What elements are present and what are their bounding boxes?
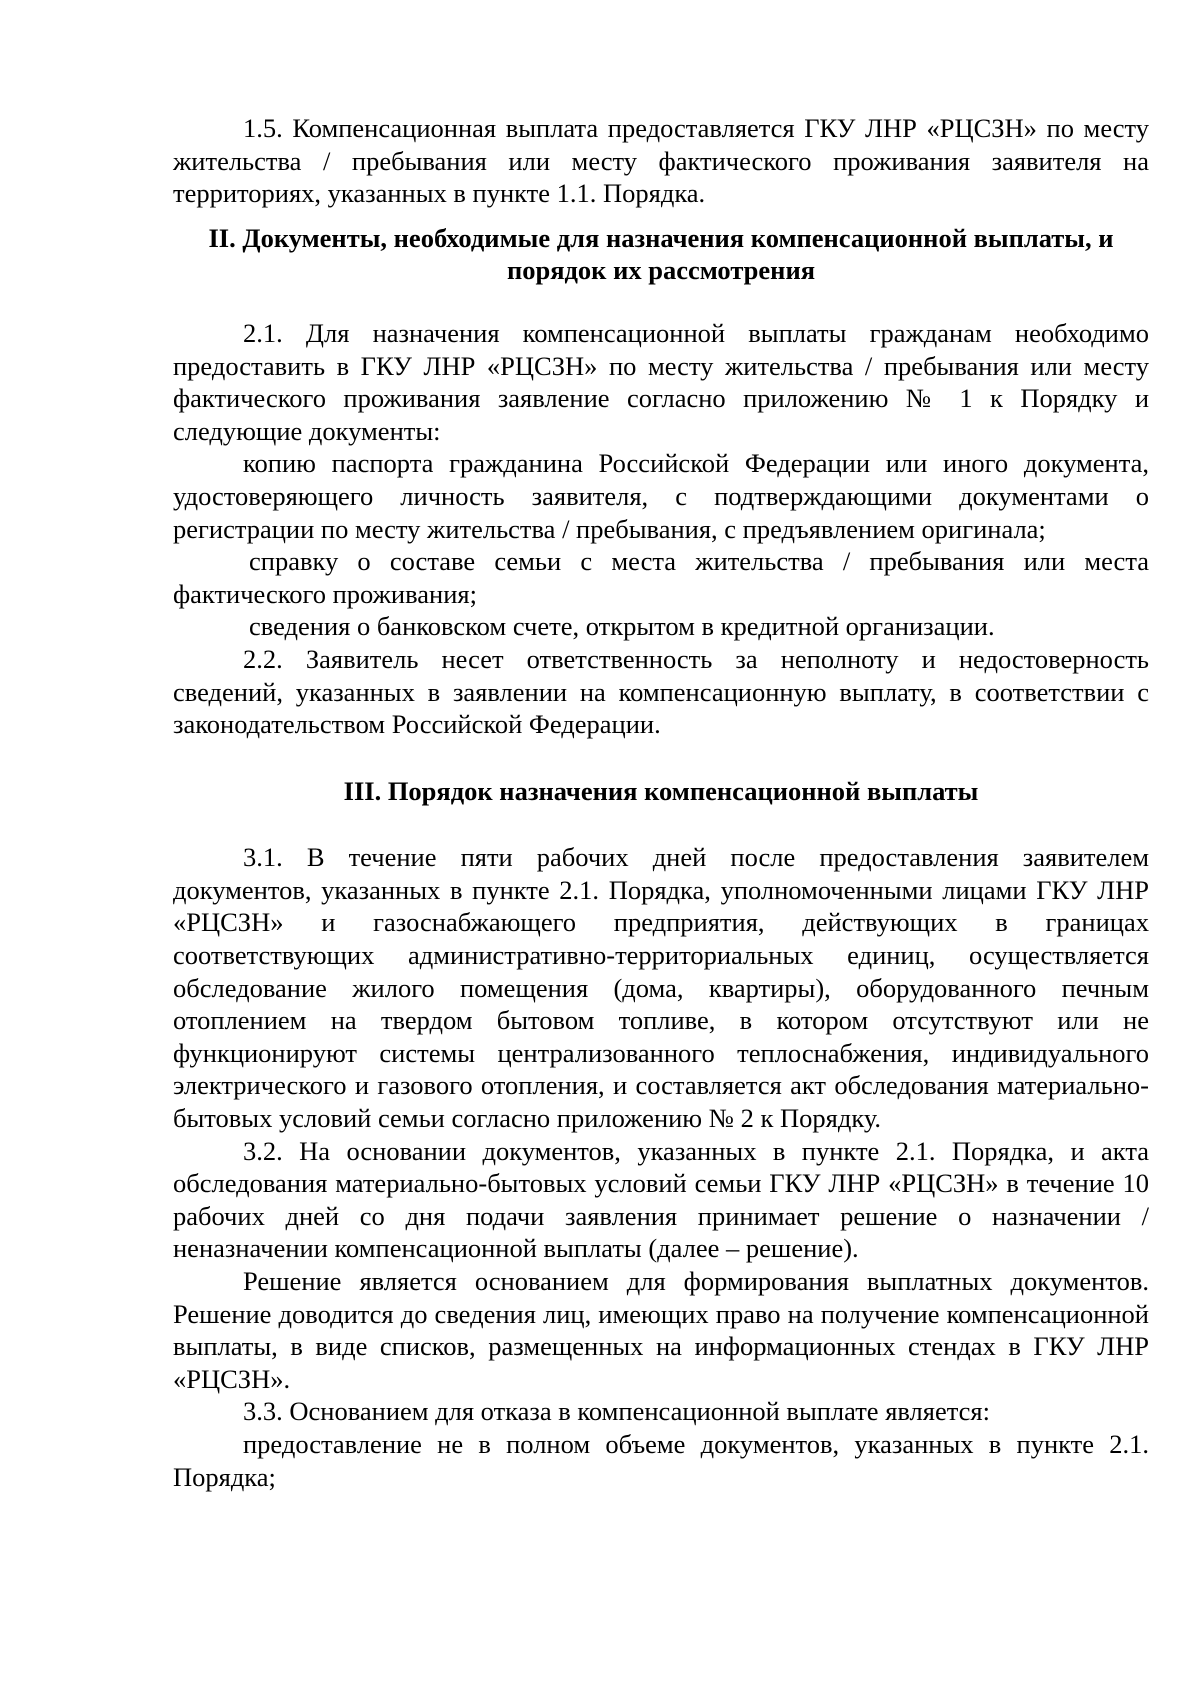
paragraph-3-3-incomplete-documents: предоставление не в полном объеме документов, указанных в пункте 2.1. Порядка; [173, 1428, 1149, 1492]
paragraph-3-2-decision: Решение является основанием для формирования выплатных документов. Решение доводится до сведения лиц, имеющих право на получение компенсационной выплаты, в виде списков, размещенных на информационных стендах в ГКУ ЛНР «РЦСЗН». [173, 1266, 1149, 1394]
paragraph-2-1: 2.1. Для назначения компенсационной выплаты гражданам необходимо предоставить в ГКУ ЛНР «РЦСЗН» по месту жительства / пребывания или месту фактического проживания заявление согласно приложению № 1 к Порядку и следующие документы: [173, 317, 1149, 446]
paragraph-2-1-passport: копию паспорта гражданина Российской Федерации или иного документа, удостоверяющего личность заявителя, с подтверждающими документами о регистрации по месту жительства / пребывания, с предъявлением оригинала; [173, 448, 1149, 544]
spacer [173, 210, 1149, 222]
section-heading-3-text: III. Порядок назначения компенсационной выплаты [343, 775, 979, 806]
paragraph-2-2: 2.2. Заявитель несет ответственность за неполноту и недостоверность сведений, указанных в заявлении на компенсационную выплату, в соответствии с законодательством Российской Федерации. [173, 643, 1149, 740]
paragraph-2-1-bank-account: сведения о банковском счете, открытом в кредитной организации. [249, 611, 995, 642]
paragraph-3-3: 3.3. Основанием для отказа в компенсационной выплате является: [243, 1396, 990, 1427]
section-heading-3 [173, 775, 1149, 808]
spacer [173, 287, 1149, 317]
paragraph-1-5: 1.5. Компенсационная выплата предоставляется ГКУ ЛНР «РЦСЗН» по месту жительства / пребывания или месту фактического проживания заявителя на территориях, указанных в пункте 1.1. Порядка. [173, 113, 1149, 209]
paragraph-2-1-family-certificate: справку о составе семьи с места жительства / пребывания или места фактического проживания; [173, 546, 1149, 609]
document-page [173, 112, 1149, 1493]
paragraph-3-2: 3.2. На основании документов, указанных в пункте 2.1. Порядка, и акта обследования материально-бытовых условий семьи ГКУ ЛНР «РЦСЗН» в течение 10 рабочих дней со дня подачи заявления принимает решение о назначении / неназначении компенсационной выплаты (далее – решение). [173, 1135, 1149, 1264]
spacer [173, 741, 1149, 775]
spacer [173, 807, 1149, 841]
section-heading-2 [173, 222, 1149, 287]
section-heading-2-text: II. Документы, необходимые для назначения компенсационной выплаты, и порядок их рассмотрения [208, 222, 1114, 286]
paragraph-3-1: 3.1. В течение пяти рабочих дней после предоставления заявителем документов, указанных в пункте 2.1. Порядка, уполномоченными лицами ГКУ ЛНР «РЦСЗН» и газоснабжающего предприятия, действующих в границах соответствующих административно-территориальных единиц, осуществляется обследование жилого помещения (дома, квартиры), оборудованного печным отоплением на твердом бытовом топливе, в котором отсутствуют или не функционируют системы централизованного теплоснабжения, индивидуального электрического и газового отопления, и составляется акт обследования материально-бытовых условий семьи согласно приложению № 2 к Порядку. [173, 842, 1149, 1134]
